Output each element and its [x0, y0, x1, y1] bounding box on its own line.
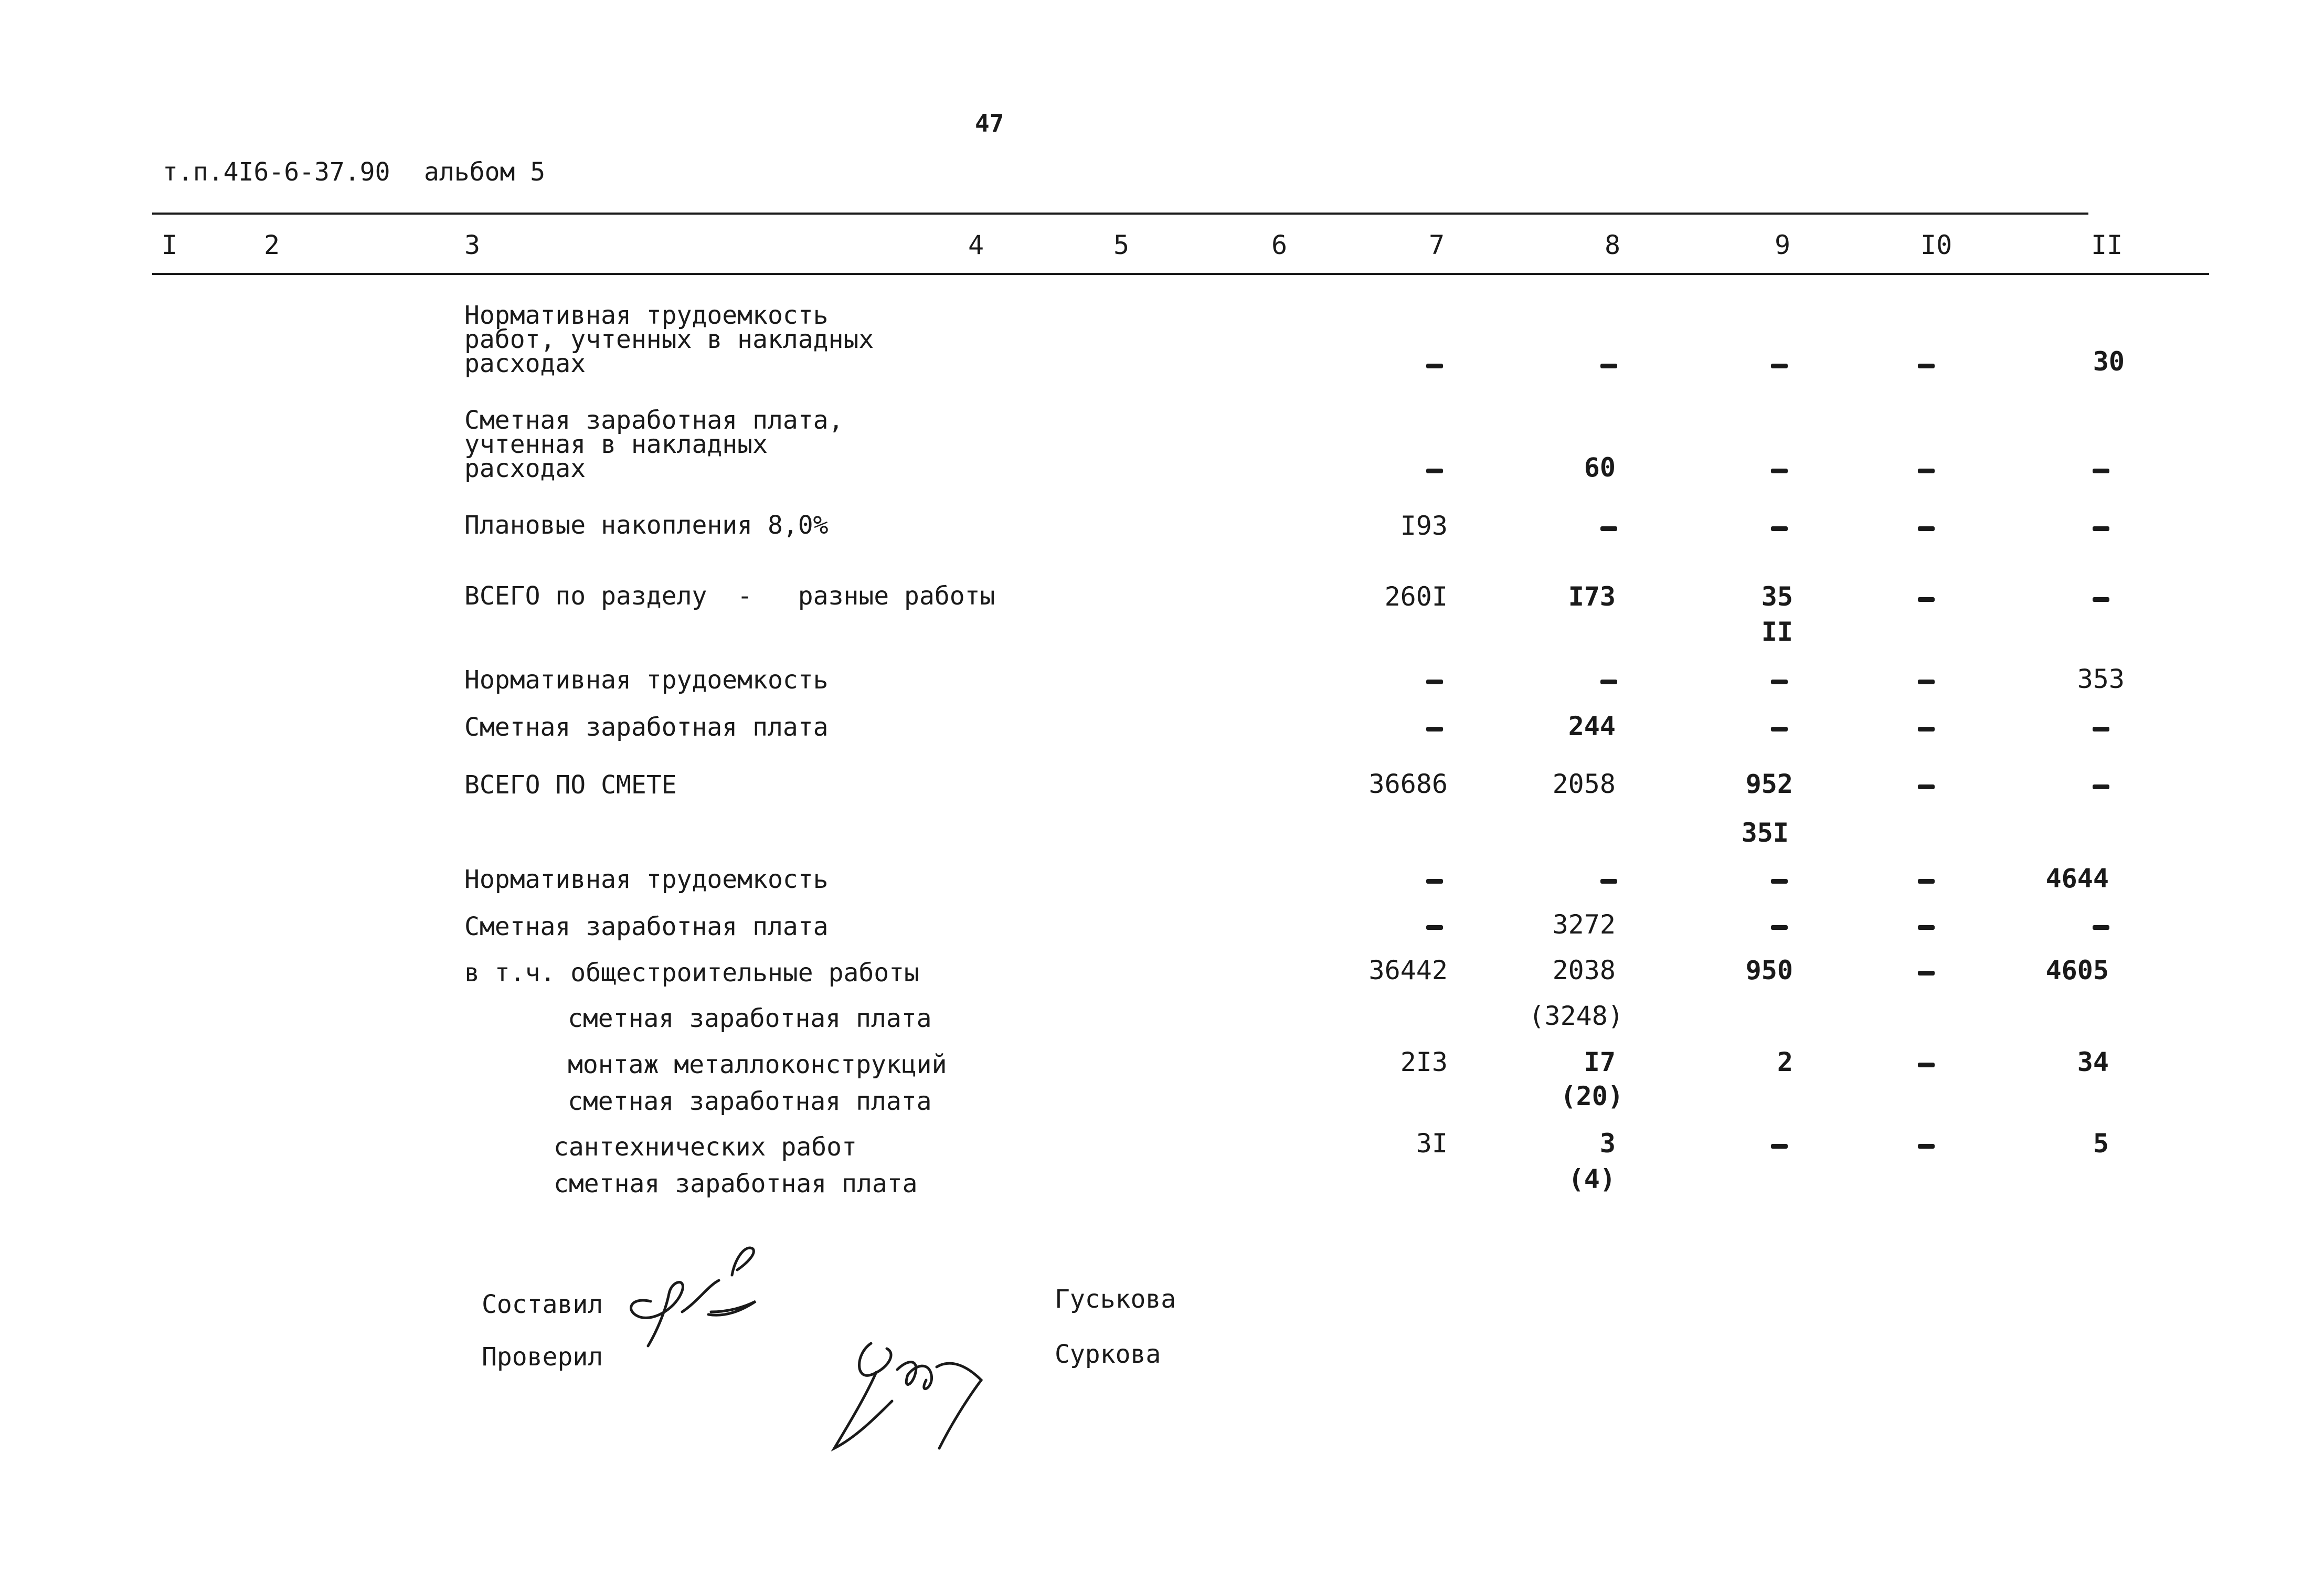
row-description: ВСЕГО ПО СМЕТЕ — [464, 770, 677, 800]
dash-mark — [2093, 784, 2109, 789]
dash-mark — [1771, 680, 1788, 684]
handwritten-signature-checked — [824, 1322, 1002, 1459]
column-number: 3 — [464, 230, 481, 260]
dash-mark — [1426, 469, 1443, 473]
row-description: Сметная заработная плата — [464, 912, 829, 941]
dash-mark — [1918, 1063, 1935, 1067]
column-number: I — [162, 230, 178, 260]
row-description: монтаж металлоконструкций — [568, 1050, 947, 1079]
header-bottom-rule — [152, 273, 2209, 275]
cell-col9-second-line: II — [1761, 617, 1793, 647]
cell-col11: 34 — [2077, 1047, 2109, 1077]
cell-col8: I73 — [1568, 581, 1616, 612]
column-number: 2 — [264, 230, 280, 260]
column-number: 6 — [1271, 230, 1288, 260]
cell-col8: 2058 — [1552, 769, 1616, 799]
dash-mark — [1918, 879, 1935, 884]
row-description: в т.ч. общестроительные работы — [464, 958, 919, 988]
row-description: ВСЕГО по разделу - разные работы — [464, 581, 995, 611]
cell-col9-second-line: 35I — [1741, 818, 1789, 848]
dash-mark — [2093, 727, 2109, 731]
cell-col7: 3I — [1416, 1128, 1448, 1159]
dash-mark — [1771, 879, 1788, 884]
dash-mark — [1600, 364, 1617, 368]
cell-col8: I7 — [1584, 1047, 1616, 1077]
cell-col11: 4644 — [2045, 863, 2109, 894]
dash-mark — [2093, 925, 2109, 930]
dash-mark — [1918, 526, 1935, 531]
dash-mark — [1426, 879, 1443, 884]
cell-col8: 60 — [1584, 452, 1616, 483]
dash-mark — [1918, 971, 1935, 975]
dash-mark — [1918, 925, 1935, 930]
cell-col7: 36442 — [1368, 955, 1448, 985]
cell-col8: 2038 — [1552, 955, 1616, 985]
handwritten-signature-compiled — [619, 1233, 777, 1354]
row-description: Сметная заработная плата, учтенная в накладных расходах — [464, 406, 844, 483]
cell-col8: (3248) — [1529, 1001, 1623, 1031]
column-number: I0 — [1920, 230, 1952, 260]
column-number: 4 — [968, 230, 984, 260]
cell-col9: 952 — [1745, 769, 1793, 799]
column-number: 8 — [1605, 230, 1621, 260]
dash-mark — [1426, 680, 1443, 684]
dash-mark — [1600, 680, 1617, 684]
dash-mark — [1426, 727, 1443, 731]
row-description: Нормативная трудоемкость — [464, 865, 829, 894]
cell-col9: 35 — [1761, 581, 1793, 612]
cell-col7: I93 — [1400, 511, 1448, 541]
cell-col11: 5 — [2093, 1128, 2109, 1159]
album-label: альбом 5 — [424, 157, 546, 187]
dash-mark — [1918, 364, 1935, 368]
dash-mark — [2093, 469, 2109, 473]
dash-mark — [1771, 1144, 1788, 1149]
row-description: Нормативная трудоемкость работ, учтенных в накладных расходах — [464, 301, 874, 378]
cell-col8: 244 — [1568, 711, 1616, 741]
compiled-name: Гуськова — [1055, 1285, 1176, 1314]
dash-mark — [1771, 526, 1788, 531]
checked-label: Проверил — [482, 1342, 603, 1372]
dash-mark — [1771, 364, 1788, 368]
row-description: сметная заработная плата — [568, 1004, 932, 1033]
dash-mark — [1918, 784, 1935, 789]
row-description: Сметная заработная плата — [464, 713, 829, 742]
cell-col7: 36686 — [1368, 769, 1448, 799]
checked-name: Суркова — [1055, 1340, 1161, 1369]
dash-mark — [1918, 1144, 1935, 1149]
cell-col8: 3272 — [1552, 909, 1616, 940]
row-description-second-line: сметная заработная плата — [568, 1087, 932, 1116]
column-number: 5 — [1113, 230, 1130, 260]
dash-mark — [1600, 879, 1617, 884]
dash-mark — [1918, 680, 1935, 684]
dash-mark — [1918, 727, 1935, 731]
dash-mark — [1771, 925, 1788, 930]
dash-mark — [2093, 597, 2109, 602]
dash-mark — [1426, 364, 1443, 368]
cell-col7: 2I3 — [1400, 1047, 1448, 1077]
page-number: 47 — [975, 109, 1004, 137]
row-description: Нормативная трудоемкость — [464, 665, 829, 695]
cell-col7: 260I — [1384, 581, 1448, 612]
column-number: 9 — [1775, 230, 1791, 260]
cell-col8-second-line: (4) — [1568, 1164, 1616, 1194]
dash-mark — [2093, 526, 2109, 531]
cell-col9: 950 — [1745, 955, 1793, 985]
dash-mark — [1918, 469, 1935, 473]
cell-col11: 4605 — [2045, 955, 2109, 985]
dash-mark — [1771, 727, 1788, 731]
cell-col11: 30 — [2093, 346, 2125, 377]
cell-col8-second-line: (20) — [1560, 1081, 1623, 1111]
header-top-rule — [152, 213, 2088, 215]
row-description: сантехнических работ — [554, 1132, 857, 1162]
dash-mark — [1918, 597, 1935, 602]
row-description: Плановые накопления 8,0% — [464, 511, 829, 540]
dash-mark — [1600, 526, 1617, 531]
row-description-second-line: сметная заработная плата — [554, 1169, 918, 1199]
cell-col9: 2 — [1777, 1047, 1793, 1077]
compiled-label: Составил — [482, 1290, 603, 1319]
dash-mark — [1426, 925, 1443, 930]
cell-col11: 353 — [2077, 664, 2125, 694]
column-number: 7 — [1429, 230, 1445, 260]
document-reference: т.п.4I6-6-37.90 — [163, 157, 390, 187]
column-number: II — [2091, 230, 2123, 260]
dash-mark — [1771, 469, 1788, 473]
cell-col8: 3 — [1599, 1128, 1616, 1159]
